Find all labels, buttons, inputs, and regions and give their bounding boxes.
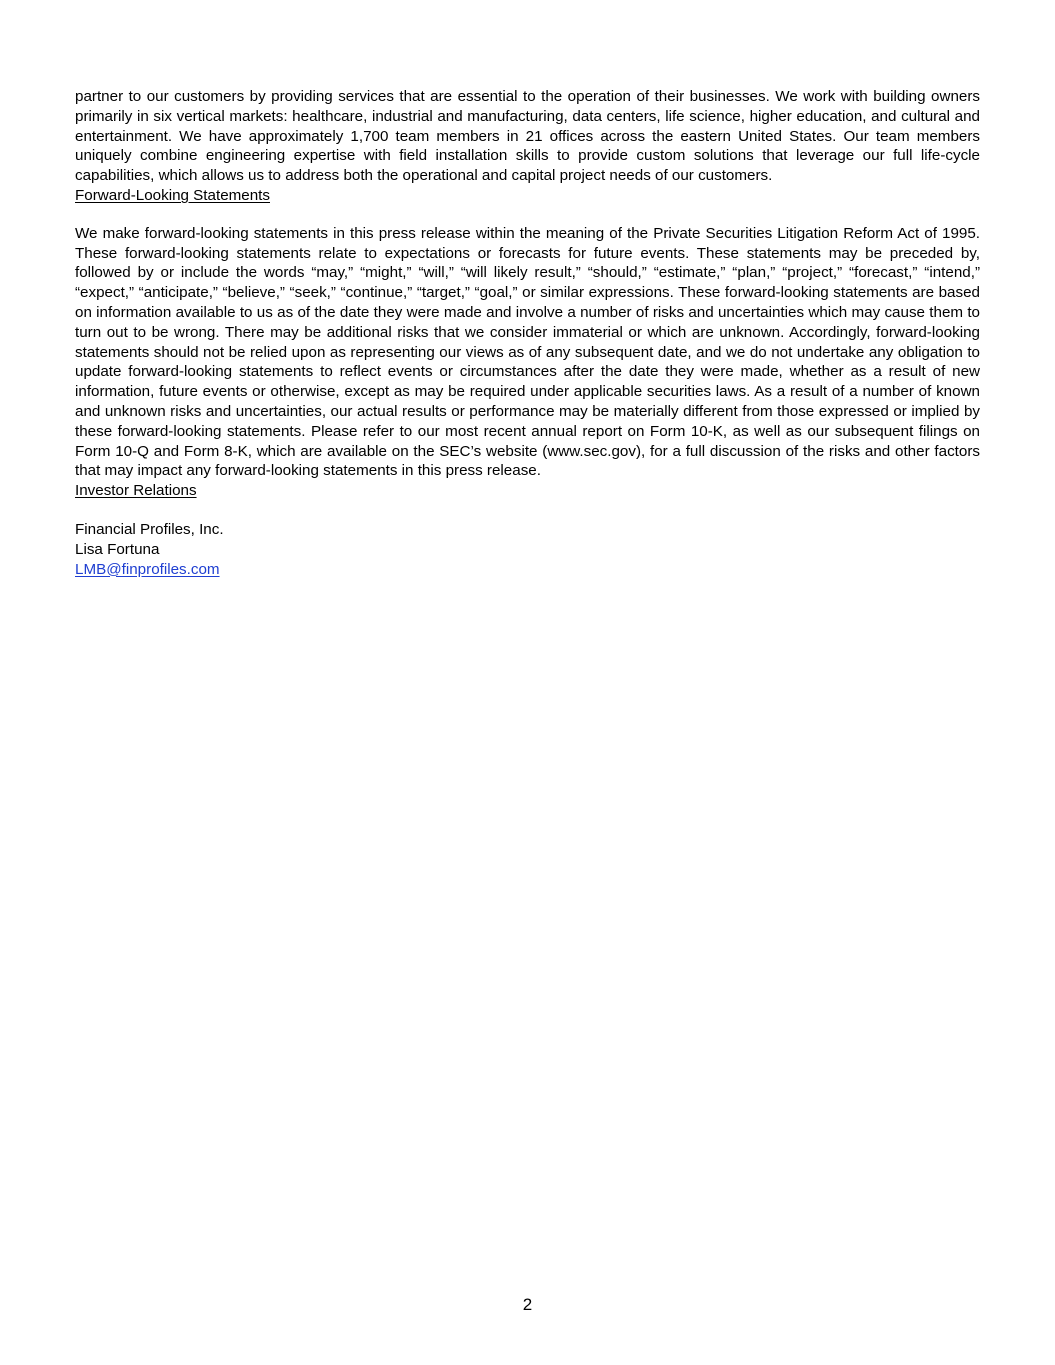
forward-looking-statements-heading: Forward-Looking Statements <box>75 186 270 204</box>
page-number: 2 <box>522 1295 533 1314</box>
company-overview-paragraph: partner to our customers by providing services that are essential to the operation of their businesses. We work with building owners primarily in six vertical markets: healthcare, industrial and manufacturing, data centers, life science, higher education, and cultural and entertainment. We have approximately 1,700 team members in 21 offices across the eastern United States. Our team members uniquely combine engineering expertise with field installation skills to provide custom solutions that leverage our full life-cycle capabilities, which allows us to address both the operational and capital project needs of our customers. <box>75 88 980 185</box>
investor-relations-heading: Investor Relations <box>75 482 197 500</box>
contact-email-link[interactable]: LMB@finprofiles.com <box>75 560 220 578</box>
investor-relations-contact-block <box>75 520 980 579</box>
contact-name: Lisa Fortuna <box>75 540 160 558</box>
forward-looking-statements-paragraph: We make forward-looking statements in this press release within the meaning of the Private Securities Litigation Reform Act of 1995. These forward-looking statements relate to expectations or forecasts for future events. These statements may be preceded by, followed by or include the words “may,” “might,” “will,” “will likely result,” “should,” “estimate,” “plan,” “project,” “forecast,” “intend,” “expect,” “anticipate,” “believe,” “seek,” “continue,” “target,” “goal,” or similar expressions. These forward-looking statements are based on information available to us as of the date they were made and involve a number of risks and uncertainties which may cause them to turn out to be wrong. There may be additional risks that we consider immaterial or which are unknown. Accordingly, forward-looking statements should not be relied upon as representing our views as of any subsequent date, and we do not undertake any obligation to update forward-looking statements to reflect events or circumstances after the date they were made, whether as a result of new information, future events or otherwise, except as may be required under applicable securities laws. As a result of a number of known and unknown risks and uncertainties, our actual results or performance may be materially different from those expressed or implied by these forward-looking statements. Please refer to our most recent annual report on Form 10-K, as well as our subsequent filings on Form 10-Q and Form 8-K, which are available on the SEC’s website (www.sec.gov), for a full discussion of the risks and other factors that may impact any forward-looking statements in this press release. <box>75 224 980 480</box>
document-page <box>75 87 980 579</box>
contact-company: Financial Profiles, Inc. <box>75 520 224 538</box>
